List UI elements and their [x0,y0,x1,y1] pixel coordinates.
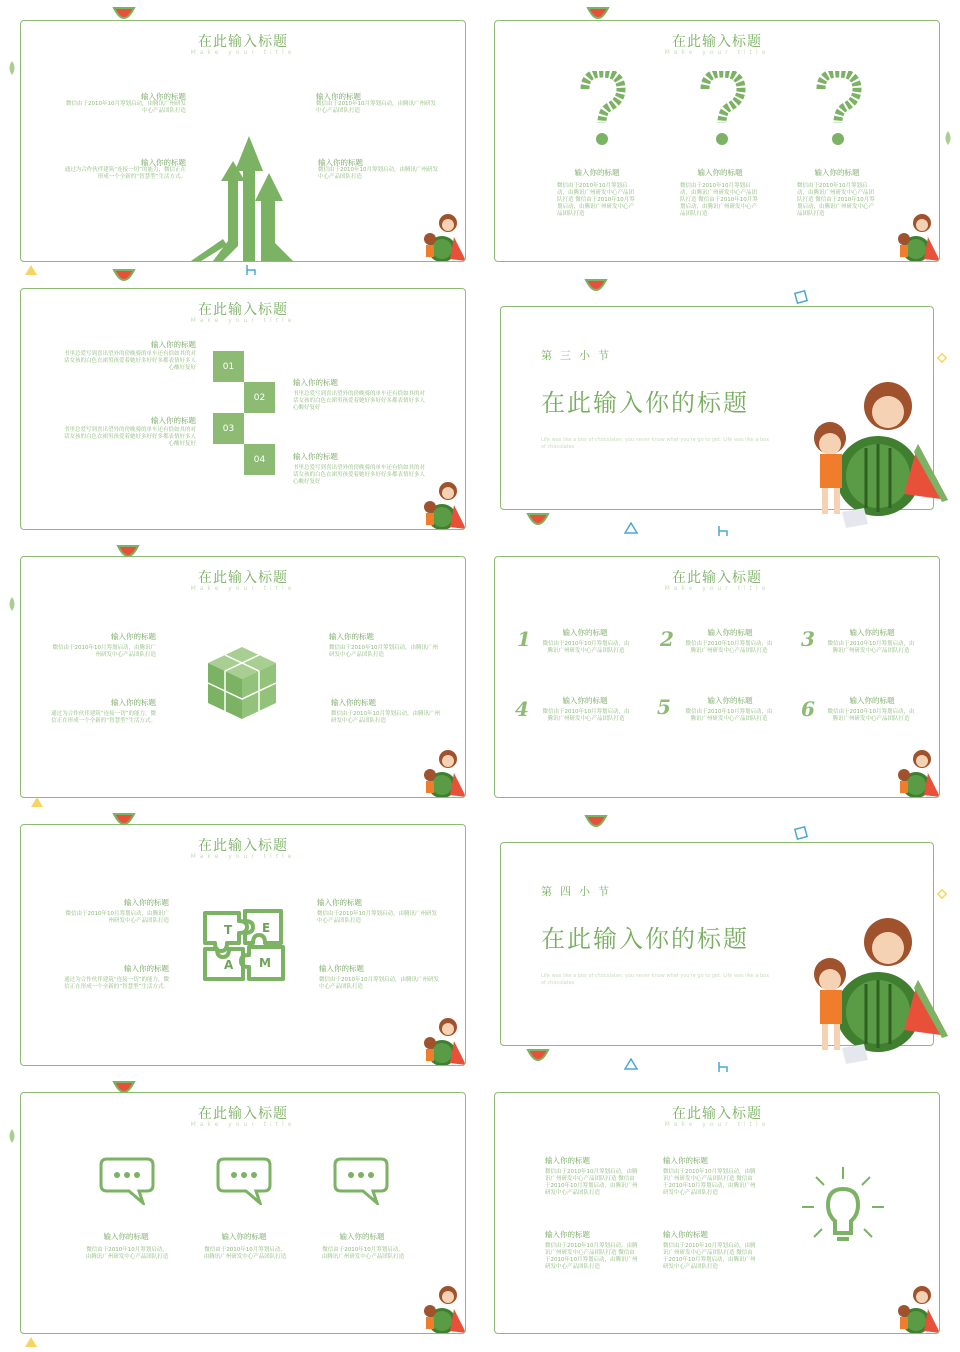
text-col-2: 微信由于2010年10月筹划启动，由腾讯广州研发中心产品团队打造 微信由于2010年10月筹划启动，由腾讯广州研发中心产品团队打造 [680,183,758,217]
triangle-icon [624,522,638,534]
slide-subtitle: Make your title [190,49,296,56]
leaf-icon [6,596,18,612]
heading-right-2: 输入你的标题 [319,964,364,973]
chair-icon [716,1060,730,1074]
kids-watermelon-icon [806,914,948,1066]
step-box-03: 03 [213,413,244,444]
heading-item-1: 输入你的标题 [562,628,608,637]
kids-watermelon-icon [416,477,466,530]
heading-left-1: 输入你的标题 [151,340,196,349]
text-item-2: 微信由于2010年10月筹划启动，由腾讯广州研发中心产品团队打造 [685,641,773,654]
heading-right-2: 输入你的标题 [318,158,363,167]
heading-2: 输入你的标题 [663,1156,708,1165]
leaf-icon [942,130,954,146]
watermelon-slice-icon [526,1048,550,1062]
triangle-icon [24,1336,38,1348]
text-right-1: 书里总爱写到喜出望外的傍晚骑的单车还有恰如其的对话女孩的白色衣裙男孩爱着她好多好好多都表情好多人心酸好复好 [293,391,426,411]
text-left-1: 书里总爱写到喜出望外的傍晚骑的单车还有恰如其的对话女孩的白色衣裙男孩爱着她好多好好多都表情好多人心酸好复好 [63,351,196,371]
heading-right-1: 输入你的标题 [317,898,362,907]
text-col-1: 微信由于2010年10月筹划启动，由腾讯广州研发中心产品团队打造 微信由于2010年10月筹划启动，由腾讯广州研发中心产品团队打造 [557,183,635,217]
text-right-2: 书里总爱写到喜出望外的傍晚骑的单车还有恰如其的对话女孩的白色衣裙男孩爱着她好多好好多都表情好多人心酸好复好 [293,465,426,485]
text-right-1: 微信由于2010年10月筹划启动，由腾讯广州研发中心产品团队打造 [317,911,437,924]
section-text: Life was like a box of chocolates, you never know what you're go to get. Life was like a box of chocolates [541,973,770,986]
heading-col-1: 输入你的标题 [574,168,620,177]
heading-left-2: 输入你的标题 [124,964,169,973]
watermelon-slice-icon [584,814,608,828]
watermelon-slice-icon [112,268,136,282]
heading-left-2: 输入你的标题 [141,158,186,167]
text-item-4: 微信由于2010年10月筹划启动，由腾讯广州研发中心产品团队打造 [542,709,630,722]
watermelon-slice-icon [526,512,550,526]
team-letter-m: M [259,956,271,970]
slide-subtitle: Make your title [190,585,296,592]
number-3: 3 [801,627,815,651]
text-item-1: 微信由于2010年10月筹划启动，由腾讯广州研发中心产品团队打造 [542,641,630,654]
slide-title: 在此输入标题 [198,302,288,318]
text-left-2: 通过为合作伙伴建筑“连接一切”的能力，微信正在形成一个全新的“智慧型”生活方式。 [64,167,186,180]
slide-title: 在此输入标题 [198,838,288,854]
triangle-icon [30,796,44,808]
slide-title: 在此输入标题 [198,570,288,586]
text-right-2: 微信由于2010年10月筹划启动，由腾讯广州研发中心产品团队打造 [319,977,439,990]
slide-subtitle: Make your title [664,585,770,592]
heading-right-1: 输入你的标题 [316,92,361,101]
step-box-01: 01 [213,351,244,382]
text-right-2: 微信由于2010年10月筹划启动，由腾讯广州研发中心产品团队打造 [331,711,440,724]
text-item-6: 微信由于2010年10月筹划启动，由腾讯广州研发中心产品团队打造 [827,709,915,722]
heading-item-6: 输入你的标题 [849,696,895,705]
heading-col-1: 输入你的标题 [103,1232,149,1241]
heading-item-4: 输入你的标题 [562,696,608,705]
watermelon-slice-icon [586,6,610,20]
watermelon-slice-icon [116,544,140,558]
square-icon [794,290,808,304]
heading-left-2: 输入你的标题 [111,698,156,707]
kids-watermelon-icon [416,1281,466,1334]
heading-col-2: 输入你的标题 [697,168,743,177]
slide-subtitle: Make your title [190,317,296,324]
number-4: 4 [515,697,529,721]
watermelon-slice-icon [584,278,608,292]
heading-left-1: 输入你的标题 [124,898,169,907]
kids-watermelon-icon [416,209,466,262]
chair-icon [716,524,730,538]
text-left-1: 微信由于2010年10月筹划启动，由腾讯广州研发中心产品团队打造 [66,101,186,114]
diamond-icon [936,352,948,364]
text-col-1: 微信由于2010年10月筹划启动，由腾讯广州研发中心产品团队打造 [85,1247,169,1260]
heading-item-2: 输入你的标题 [707,628,753,637]
slide-title: 在此输入标题 [672,1106,762,1122]
arrows-up-icon [183,131,303,262]
text-item-5: 微信由于2010年10月筹划启动，由腾讯广州研发中心产品团队打造 [685,709,773,722]
text-3: 微信由于2010年10月筹划启动，由腾讯广州研发中心产品团队打造 微信由于2010年10月筹划启动，由腾讯广州研发中心产品团队打造 [545,1243,638,1270]
text-right-2: 微信由于2010年10月筹划启动，由腾讯广州研发中心产品团队打造 [318,167,438,180]
slide-subtitle: Make your title [664,49,770,56]
puzzle-cube-icon [206,645,278,721]
slide-subtitle: Make your title [190,1121,296,1128]
step-box-04: 04 [244,444,275,475]
question-mark-icon [697,71,747,149]
heading-right-1: 输入你的标题 [329,632,374,641]
team-letter-e: E [262,921,271,935]
watermelon-slice-icon [112,1080,136,1094]
light-bulb-icon [800,1163,886,1253]
section-label: 第三小节 [541,349,617,362]
slide-subtitle: Make your title [664,1121,770,1128]
text-item-3: 微信由于2010年10月筹划启动，由腾讯广州研发中心产品团队打造 [827,641,915,654]
text-right-1: 微信由于2010年10月筹划启动，由腾讯广州研发中心产品团队打造 [329,645,438,658]
team-letter-t: T [224,923,233,937]
question-mark-icon [577,71,627,149]
slide-3 [20,288,466,530]
heading-item-5: 输入你的标题 [707,696,753,705]
triangle-icon [24,264,38,276]
heading-left-1: 输入你的标题 [141,92,186,101]
heading-1: 输入你的标题 [545,1156,590,1165]
number-2: 2 [660,627,674,651]
triangle-icon [624,1058,638,1070]
diamond-icon [936,888,948,900]
heading-3: 输入你的标题 [545,1230,590,1239]
section-text: Life was like a box of chocolates, you never know what you're go to get. Life was like a box of chocolates [541,437,770,450]
heading-col-3: 输入你的标题 [339,1232,385,1241]
watermelon-slice-icon [112,812,136,826]
slide-title: 在此输入标题 [198,1106,288,1122]
slide-subtitle: Make your title [190,853,296,860]
kids-watermelon-icon [890,1281,940,1334]
heading-4: 输入你的标题 [663,1230,708,1239]
chat-bubble-icon [99,1155,155,1205]
text-left-2: 通过为合作伙伴建筑“连接一切”的能力，微信正在形成一个全新的“智慧型”生活方式。 [64,977,169,990]
number-6: 6 [801,697,815,721]
text-left-2: 书里总爱写到喜出望外的傍晚骑的单车还有恰如其的对话女孩的白色衣裙男孩爱着她好多好好多都表情好多人心酸好复好 [63,427,196,447]
text-left-2: 通过为合作伙伴建筑“连接一切”的能力，微信正在形成一个全新的“智慧型”生活方式。 [51,711,156,724]
text-col-3: 微信由于2010年10月筹划启动，由腾讯广州研发中心产品团队打造 微信由于2010年10月筹划启动，由腾讯广州研发中心产品团队打造 [797,183,875,217]
leaf-icon [6,60,18,76]
slide-title: 在此输入标题 [672,570,762,586]
kids-watermelon-icon [416,745,466,798]
watermelon-slice-icon [112,6,136,20]
slide-title: 在此输入标题 [198,34,288,50]
number-1: 1 [517,627,531,651]
text-col-2: 微信由于2010年10月筹划启动，由腾讯广州研发中心产品团队打造 [203,1247,287,1260]
text-4: 微信由于2010年10月筹划启动，由腾讯广州研发中心产品团队打造 微信由于2010年10月筹划启动，由腾讯广州研发中心产品团队打造 [663,1243,756,1270]
slide-2 [494,20,940,262]
leaf-icon [6,1128,18,1144]
slide-7 [20,824,466,1066]
team-puzzle-icon [201,907,287,983]
heading-right-2: 输入你的标题 [331,698,376,707]
slide-5 [20,556,466,798]
kids-watermelon-icon [890,745,940,798]
heading-left-1: 输入你的标题 [111,632,156,641]
kids-watermelon-icon [416,1013,466,1066]
heading-right-1: 输入你的标题 [293,378,338,387]
kids-watermelon-icon [806,378,948,530]
heading-col-3: 输入你的标题 [814,168,860,177]
slide-6 [494,556,940,798]
text-col-3: 微信由于2010年10月筹划启动，由腾讯广州研发中心产品团队打造 [321,1247,405,1260]
square-icon [794,826,808,840]
text-right-1: 微信由于2010年10月筹划启动，由腾讯广州研发中心产品团队打造 [316,101,436,114]
step-box-02: 02 [244,382,275,413]
slide-1 [20,20,466,262]
slide-10 [494,1092,940,1334]
chat-bubble-icon [216,1155,272,1205]
slide-title: 在此输入标题 [672,34,762,50]
kids-watermelon-icon [890,209,940,262]
text-left-1: 微信由于2010年10月筹划启动，由腾讯广州研发中心产品团队打造 [65,911,169,924]
heading-item-3: 输入你的标题 [849,628,895,637]
heading-right-2: 输入你的标题 [293,452,338,461]
slide-9 [20,1092,466,1334]
chair-icon [244,264,258,276]
heading-col-2: 输入你的标题 [221,1232,267,1241]
section-label: 第四小节 [541,885,617,898]
heading-left-2: 输入你的标题 [151,416,196,425]
question-mark-icon [813,71,863,149]
chat-bubble-icon [333,1155,389,1205]
team-letter-a: A [224,958,234,972]
text-2: 微信由于2010年10月筹划启动，由腾讯广州研发中心产品团队打造 微信由于2010年10月筹划启动，由腾讯广州研发中心产品团队打造 [663,1169,756,1196]
section-title: 在此输入你的标题 [541,389,749,417]
text-left-1: 微信由于2010年10月筹划启动，由腾讯广州研发中心产品团队打造 [52,645,156,658]
section-title: 在此输入你的标题 [541,925,749,953]
number-5: 5 [657,695,671,719]
text-1: 微信由于2010年10月筹划启动，由腾讯广州研发中心产品团队打造 微信由于2010年10月筹划启动，由腾讯广州研发中心产品团队打造 [545,1169,638,1196]
